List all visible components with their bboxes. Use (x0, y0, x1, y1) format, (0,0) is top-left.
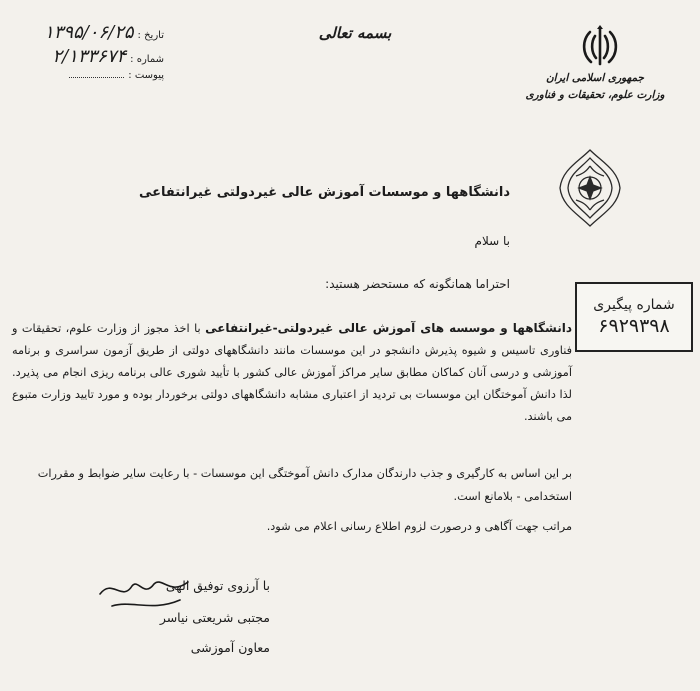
letter-paragraph-1 (12, 317, 572, 428)
ministry-header (520, 70, 670, 104)
date-label: تاریخ : (137, 30, 164, 41)
iran-emblem-icon (580, 22, 620, 70)
letter-paragraph-3: مراتب جهت آگاهی و درصورت لزوم اطلاع رسانی اعلام می شود. (266, 520, 572, 533)
attachment-row (14, 70, 164, 94)
letter-addressee: دانشگاهها و موسسات آموزش عالی غیردولتی غیرانتفاعی (139, 185, 510, 200)
letter-meta (14, 22, 164, 94)
letter-closing: با آرزوی توفیق الهی (165, 578, 270, 593)
tracking-stamp (575, 282, 693, 352)
attachment-label: پیوست : (128, 70, 164, 81)
number-row (14, 46, 164, 70)
date-value: ۱۳۹۵/۰۶/۲۵ (44, 22, 134, 43)
date-row (14, 22, 164, 46)
tracking-number: ۶۹۲۹۳۹۸ (598, 315, 670, 337)
paragraph-1-bold: دانشگاهها و موسسه های آموزش عالی غیردولتی-غیرانتفاعی (205, 321, 572, 335)
tracking-label: شماره پیگیری (593, 297, 675, 313)
letter-greeting: با سلام (474, 234, 510, 248)
letter-intro: احتراما همانگونه که مستحضر هستید: (325, 277, 510, 291)
number-value: ۲/۱۳۳۶۷۴ (52, 46, 127, 67)
number-label: شماره : (130, 54, 164, 65)
ministry-name: وزارت علوم، تحقیقات و فناوری (525, 89, 665, 101)
basmala: بسمه تعالی (318, 24, 392, 42)
signer-title: معاون آموزشی (190, 640, 270, 655)
attachment-line (69, 76, 124, 78)
letter-paragraph-2: بر این اساس به کارگیری و جذب دارندگان مدارک دانش آموختگی این موسسات - با رعایت سایر ضوابط و مقررات استخدامی - بلامانع است. (37, 467, 572, 503)
paragraph-1-text: با اخذ مجوز از وزارت علوم، تحقیقات و فناوری تاسیس و شیوه پذیرش دانشجو در این موسسات مانند دانشگاههای دولتی از طریق آزمون سراسری و برنامه آموزشی و درسی آنان کماکان مطابق سایر مراکز آموزش عالی کشور با تأیید شوری عالی برنامه ریزی انجام می پذیرد. لذا دانش آموختگان این موسسات بی تردید از اعتباری مشابه دانشگاههای دولتی برخوردار بوده و مورد تایید وزارت متبوع می باشند. (12, 322, 572, 423)
signer-name: مجتبی شریعتی نیاسر (159, 610, 270, 625)
ministry-ornament-icon (558, 148, 622, 228)
ministry-country: جمهوری اسلامی ایران (545, 72, 645, 84)
